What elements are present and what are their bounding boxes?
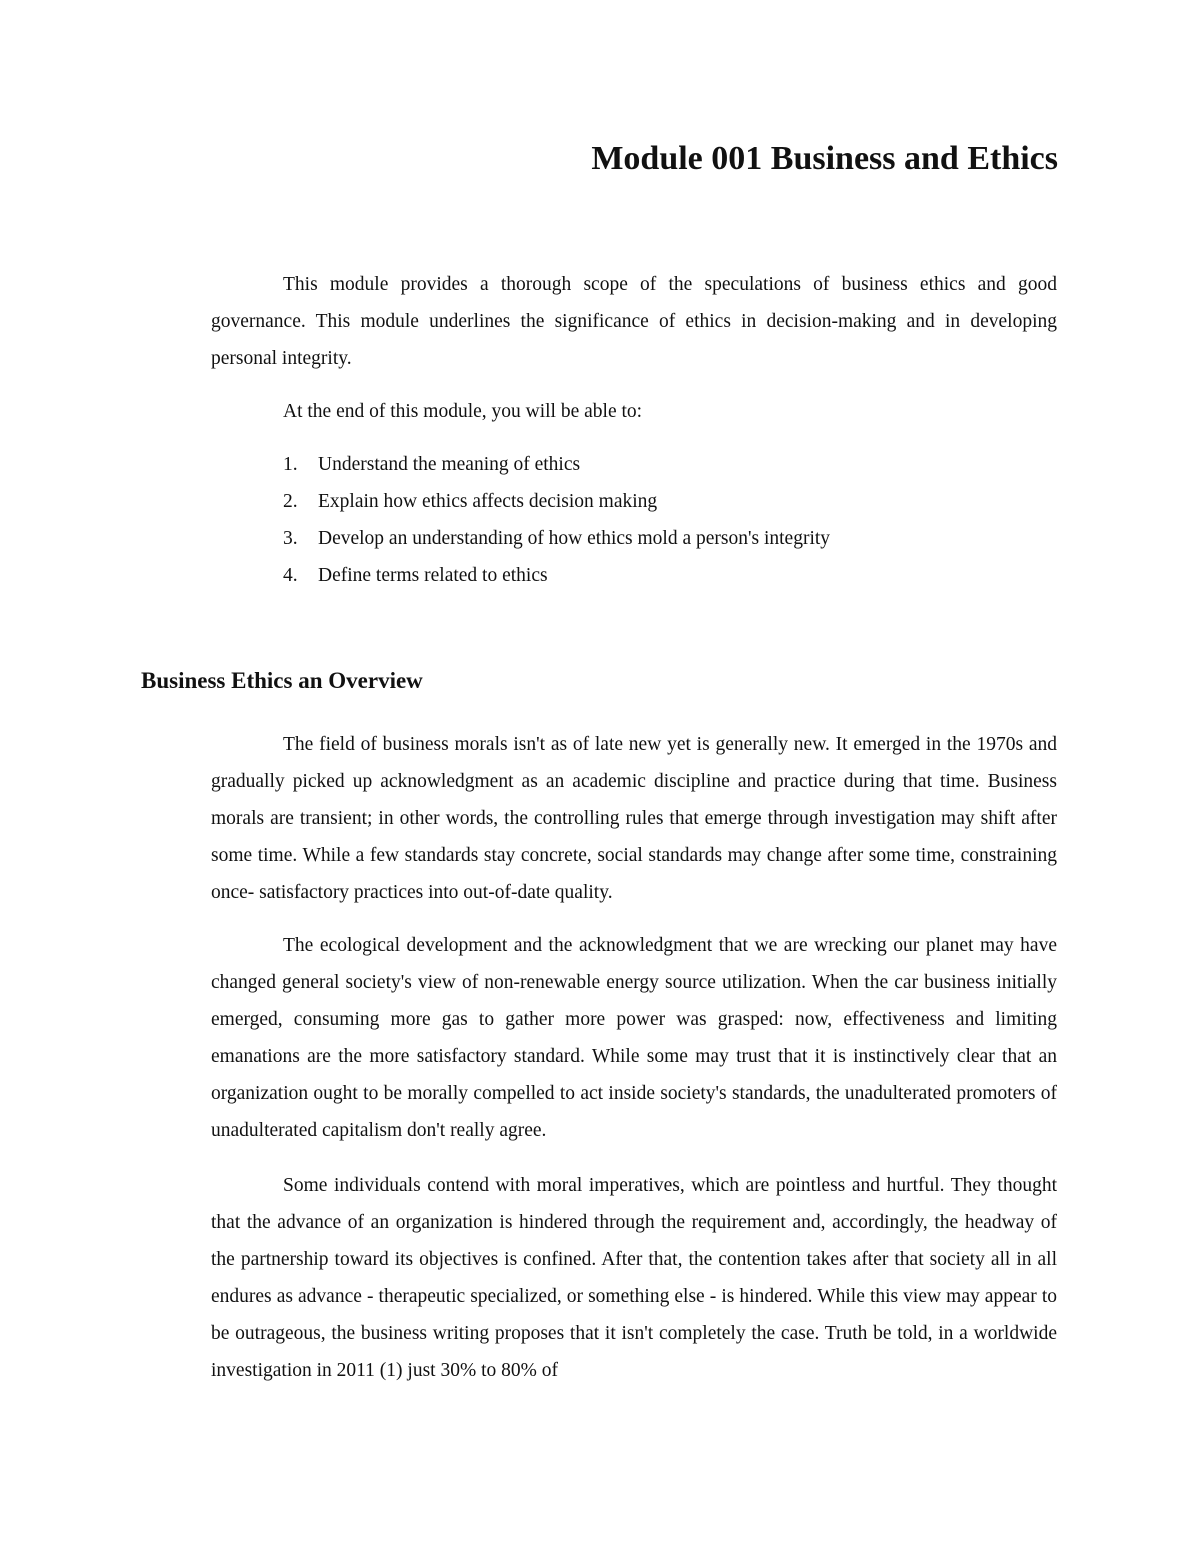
- overview-paragraph-1: The field of business morals isn't as of late new yet is generally new. It emerged in the 1970s and gradually picked up acknowledgment as an academic discipline and practice during that time. Business morals are transient; in other words, the controlling rules that emerge through investigation may shift after some time. While a few standards stay concrete, social standards may change after some time, constraining once- satisfactory practices into out-of-date quality.: [211, 734, 1057, 903]
- overview-paragraph-3-block: [211, 1167, 1057, 1389]
- overview-paragraph-2: The ecological development and the acknowledgment that we are wrecking our planet may have changed general society's view of non-renewable energy source utilization. When the car business initially emerged, consuming more gas to gather more power was grasped: now, effectiveness and limiting emanations are the more satisfactory standard. While some may trust that it is instinctively clear that an organization ought to be morally compelled to act inside society's standards, the unadulterated promoters of unadulterated capitalism don't really agree.: [211, 935, 1057, 1141]
- list-item-text: Develop an understanding of how ethics mold a person's integrity: [318, 528, 831, 549]
- list-item-number: 3.: [283, 528, 298, 549]
- list-item: [211, 483, 1057, 520]
- list-item-number: 2.: [283, 491, 298, 512]
- list-item-text: Explain how ethics affects decision making: [318, 491, 658, 512]
- list-item-text: Define terms related to ethics: [318, 565, 548, 586]
- list-item-number: 4.: [283, 565, 298, 586]
- document-title: Module 001 Business and Ethics: [591, 140, 1058, 177]
- intro-paragraph: This module provides a thorough scope of the speculations of business ethics and good governance. This module underlines the significance of ethics in decision-making and in developing personal integrity.: [211, 274, 1057, 369]
- list-item-text: Understand the meaning of ethics: [318, 454, 581, 475]
- objectives-lead-section: [211, 393, 1057, 430]
- intro-section: [211, 266, 1057, 377]
- list-item: [211, 446, 1057, 483]
- list-item-number: 1.: [283, 454, 298, 475]
- objectives-lead: At the end of this module, you will be able to:: [283, 401, 643, 422]
- overview-paragraph-3: Some individuals contend with moral imperatives, which are pointless and hurtful. They thought that the advance of an organization is hindered through the requirement and, accordingly, the headway of the partnership toward its objectives is confined. After that, the contention takes after that society all in all endures as advance - therapeutic specialized, or something else - is hindered. While this view may appear to be outrageous, the business writing proposes that it isn't completely the case. Truth be told, in a worldwide investigation in 2011 (1) just 30% to 80% of: [211, 1175, 1057, 1381]
- list-item: [211, 520, 1057, 557]
- overview-paragraph-1-block: [211, 726, 1057, 911]
- overview-paragraph-2-block: [211, 927, 1057, 1149]
- objectives-list: [211, 446, 1057, 594]
- list-item: [211, 557, 1057, 594]
- section-heading: Business Ethics an Overview: [141, 668, 423, 693]
